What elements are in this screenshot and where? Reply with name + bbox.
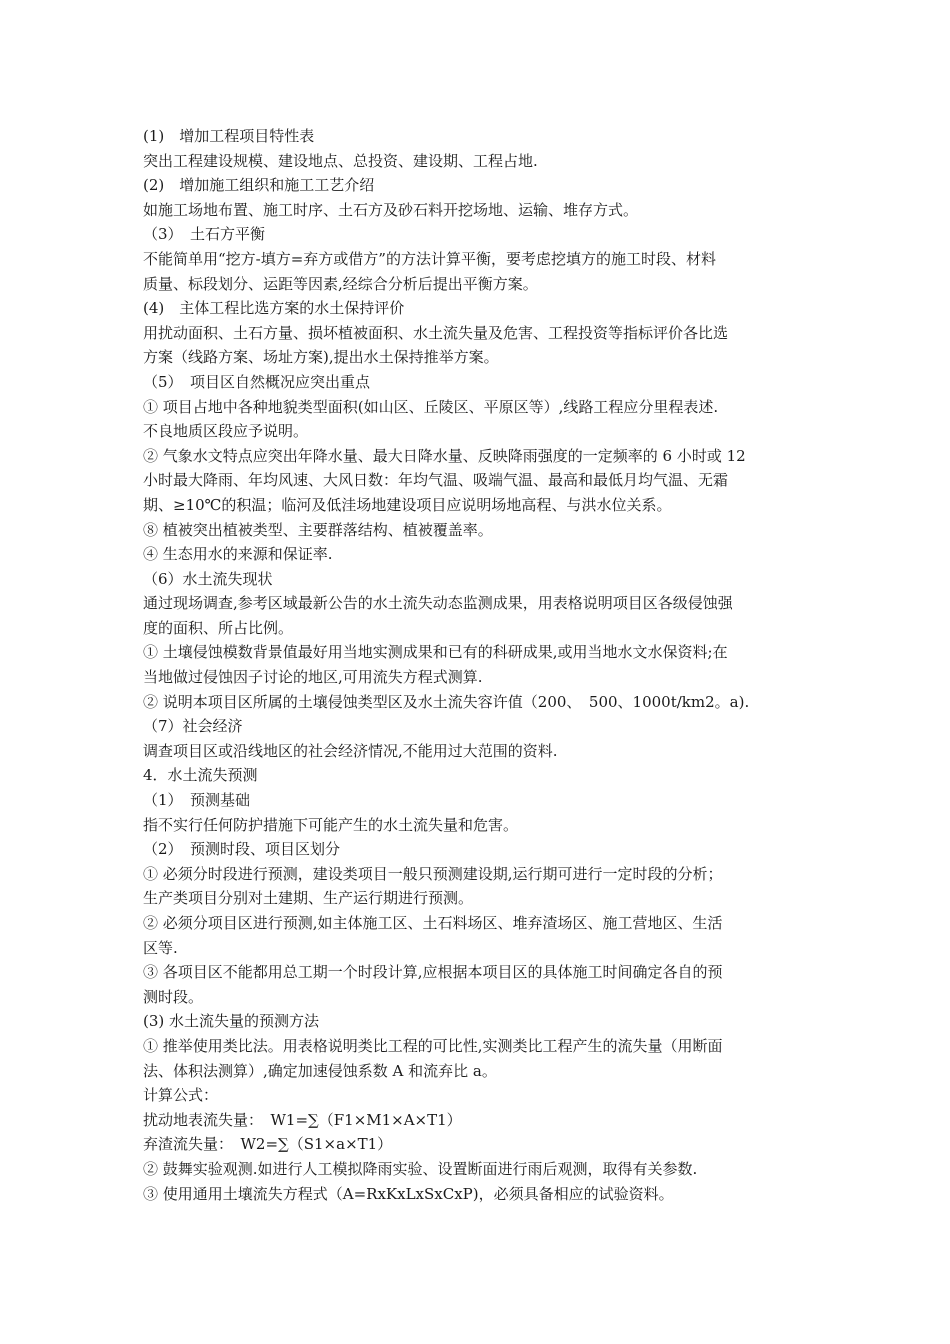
paragraph-line: 质量、标段划分、运距等因素,经综合分析后提出平衡方案。	[143, 274, 538, 293]
list-item-line: ⑧ 植被突出植被类型、主要群落结构、植被覆盖率。	[143, 520, 493, 539]
list-item-line: ① 必须分时段进行预测，建设类项目一般只预测建设期,运行期可进行一定时段的分析；	[143, 864, 723, 883]
heading-7-social-economy: （7）社会经济	[143, 717, 243, 736]
paragraph-line: 如施工场地布置、施工时序、土石方及砂石料开挖场地、运输、堆存方式。	[143, 200, 639, 219]
list-item-line: ② 气象水文特点应突出年降水量、最大日降水量、反映降雨强度的一定频率的 6 小时或 12	[143, 446, 746, 465]
list-item-line: ③ 使用通用土壤流失方程式（A=RxKxLxSxCxP)，必须具备相应的试验资料。	[143, 1184, 674, 1203]
heading-1-project-features: (1) 增加工程项目特性表	[143, 127, 315, 145]
list-item-line: 期、≥10℃的积温；临河及低洼场地建设项目应说明场地高程、与洪水位关系。	[143, 495, 672, 514]
paragraph-line: 用扰动面积、土石方量、损坏植被面积、水土流失量及危害、工程投资等指标评价各比选	[143, 323, 729, 342]
list-item-line: ① 项目占地中各种地貌类型面积(如山区、丘陵区、平原区等）,线路工程应分里程表述.	[143, 397, 719, 416]
paragraph-line: 方案（线路方案、场址方案),提出水土保持推举方案。	[143, 348, 499, 367]
list-item-line: 不良地质区段应予说明。	[143, 422, 309, 441]
paragraph-line: 度的面积、所占比例。	[143, 618, 294, 637]
list-item-line: ② 鼓舞实验观测.如进行人工模拟降雨实验、设置断面进行雨后观测，取得有关参数.	[143, 1159, 698, 1178]
list-item-line: ② 说明本项目区所属的土壤侵蚀类型区及水土流失容许值（200、 500、1000t/km2。a).	[143, 692, 750, 711]
paragraph-line: 调查项目区或沿线地区的社会经济情况,不能用过大范围的资料.	[143, 741, 558, 760]
list-item-line: 当地做过侵蚀因子讨论的地区,可用流失方程式测算.	[143, 668, 483, 687]
list-item-line: 小时最大降雨、年均风速、大风日数：年均气温、吸端气温、最高和最低月均气温、无霜	[143, 471, 729, 490]
heading-2-construction-organization: (2) 增加施工组织和施工工艺介绍	[143, 176, 375, 195]
list-item-line: ② 必须分项目区进行预测,如主体施工区、土石料场区、堆弃渣场区、施工营地区、生活	[143, 914, 723, 932]
paragraph-line: 指不实行任何防护措施下可能产生的水土流失量和危害。	[143, 815, 519, 834]
heading-5-natural-conditions: （5） 项目区自然概况应突出重点	[143, 372, 371, 391]
heading-4-scheme-evaluation: (4) 主体工程比选方案的水土保持评价	[143, 299, 405, 318]
list-item-line: 法、体积法测算）,确定加速侵蚀系数 A 和流弃比 a。	[143, 1061, 497, 1080]
document-body	[143, 124, 811, 1206]
paragraph-line: 不能简单用“挖方-填方=弃方或借方”的方法计算平衡，要考虑挖填方的施工时段、材料	[143, 249, 716, 268]
list-item-line: 区等.	[143, 938, 178, 957]
heading-6-soil-erosion-status: （6）水土流失现状	[143, 569, 273, 588]
subheading-prediction-basis: （1） 预测基础	[143, 791, 251, 810]
paragraph-line: 突出工程建设规模、建设地点、总投资、建设期、工程占地.	[143, 151, 538, 170]
subheading-prediction-periods: （2） 预测时段、项目区划分	[143, 840, 341, 859]
list-item-line: ① 土壤侵蚀模数背景值最好用当地实测成果和已有的科研成果,或用当地水文水保资料;在	[143, 643, 728, 662]
list-item-line: 测时段。	[143, 987, 204, 1006]
formula-disturbed-surface: 扰动地表流失量： W1=∑（F1×M1×A×T1）	[143, 1110, 462, 1129]
list-item-line: ① 推举使用类比法。用表格说明类比工程的可比性,实测类比工程产生的流失量（用断面	[143, 1036, 723, 1055]
section-heading-4-erosion-prediction: 4．水土流失预测	[143, 766, 258, 785]
formula-label: 计算公式：	[143, 1086, 219, 1105]
paragraph-line: 通过现场调查,参考区域最新公告的水土流失动态监测成果，用表格说明项目区各级侵蚀强	[143, 594, 733, 613]
formula-spoil-loss: 弃渣流失量： W2=∑（S1×a×T1）	[143, 1135, 393, 1154]
list-item-line: 生产类项目分别对土建期、生产运行期进行预测。	[143, 889, 474, 908]
heading-3-earthwork-balance: （3） 土石方平衡	[143, 225, 266, 244]
list-item-line: ④ 生态用水的来源和保证率.	[143, 545, 333, 564]
subheading-prediction-methods: (3) 水土流失量的预测方法	[143, 1012, 320, 1031]
list-item-line: ③ 各项目区不能都用总工期一个时段计算,应根据本项目区的具体施工时间确定各自的预	[143, 963, 723, 982]
